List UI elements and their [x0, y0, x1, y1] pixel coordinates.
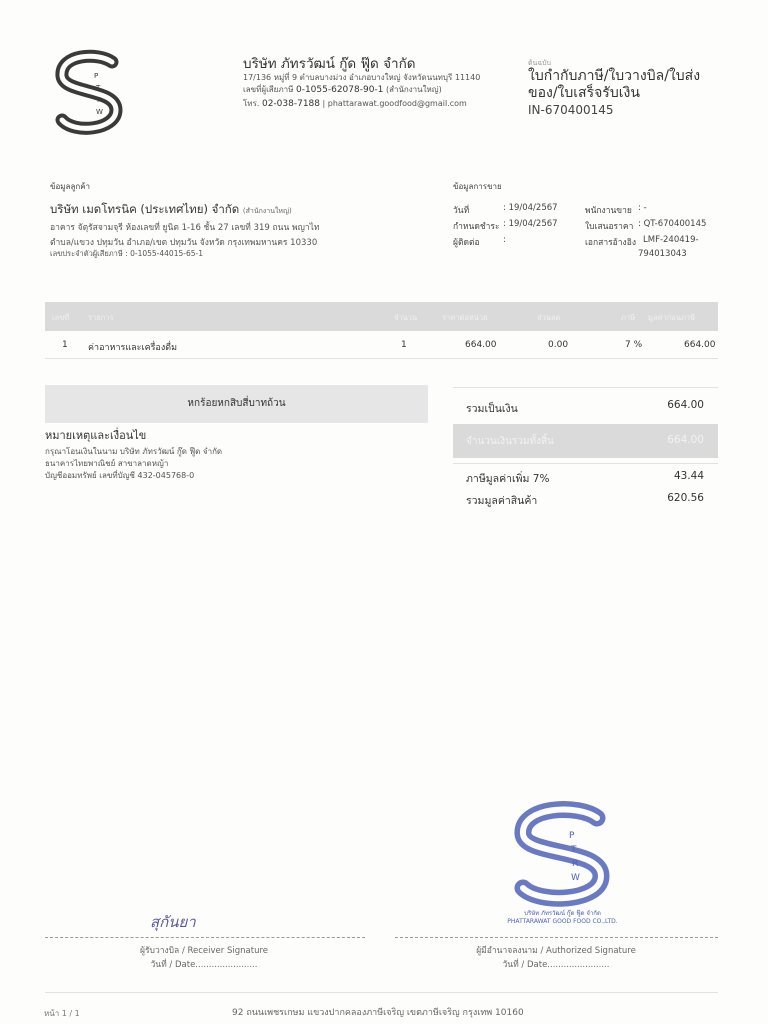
reference-label: เอกสารอ้างอิง: [585, 238, 636, 248]
svg-text:R: R: [572, 859, 579, 869]
sale-contact: :: [503, 235, 506, 245]
col-header-amount: มูลค่าก่อนภาษี: [648, 313, 696, 322]
customer-tax: เลขประจำตัวผู้เสียภาษี : 0-1055-44015-65-1: [50, 249, 203, 258]
sale-contact-label: ผู้ติดต่อ: [453, 238, 480, 248]
net-value: 620.56: [667, 492, 704, 504]
document-number: IN-670400145: [528, 103, 614, 117]
amount-words: หกร้อยหกสิบสี่บาทถ้วน: [187, 398, 286, 409]
document-label: ต้นฉบับ: [528, 59, 551, 67]
customer-section-label: ข้อมูลลูกค้า: [50, 182, 91, 191]
receiver-date-label: วันที่ / Date.......................: [150, 960, 258, 970]
company-tax-prefix: เลขที่ผู้เสียภาษี: [243, 85, 294, 94]
stamp-text: [495, 910, 630, 926]
quote-number: : QT-670400145: [638, 219, 707, 229]
notes-line-3: บัญชีออมทรัพย์ เลขที่บัญชี 432-045768-0: [45, 471, 195, 480]
salesman-label: พนักงานขาย: [585, 206, 632, 216]
col-header-item: รายการ: [88, 313, 114, 322]
quote-label: ใบเสนอราคา: [585, 222, 634, 232]
svg-text:W: W: [571, 873, 580, 883]
row-qty: 1: [401, 340, 407, 350]
company-contact-line: [243, 97, 467, 110]
company-tax-suffix: (สำนักงานใหญ่): [385, 85, 442, 94]
customer-branch: (สำนักงานใหญ่): [242, 207, 292, 215]
stamp-text-en: PHATTARAWAT GOOD FOOD CO.,LTD.: [507, 918, 618, 925]
col-header-discount: ส่วนลด: [537, 313, 561, 322]
notes-line-2: ธนาคารไทยพาณิชย์ สาขาลาดหญ้า: [45, 459, 169, 468]
notes-title: หมายเหตุและเงื่อนไข: [45, 429, 147, 442]
col-header-no: เลขที่: [52, 313, 70, 322]
vat-value: 43.44: [673, 470, 704, 482]
company-tel: 02-038-7188: [261, 99, 320, 109]
svg-text:P: P: [569, 831, 575, 841]
grand-total-value: 664.00: [667, 434, 704, 446]
reference-number-1: LMF-240419-: [643, 235, 699, 245]
reference-number-2: 794013043: [638, 249, 687, 259]
sale-due-label: กำหนดชำระ: [453, 222, 500, 232]
table-header: [45, 302, 718, 331]
col-header-qty: จำนวน: [394, 313, 418, 322]
sum-value: 664.00: [667, 399, 704, 411]
grand-total-label: จำนวนเงินรวมทั้งสิ้น: [466, 436, 554, 447]
customer-address-1: อาคาร จัตุรัสจามจุรี ห้องเลขที่ ยูนิต 1-16 ชั้น 27 เลขที่ 319 ถนน พญาไท: [50, 223, 320, 233]
row-amount: 664.00: [684, 340, 716, 350]
totals-mid-line: [453, 463, 718, 464]
svg-text:P: P: [94, 72, 99, 80]
notes-line-1: กรุณาโอนเงินในนาม บริษัท ภัทรวัฒน์ กู๊ด ฟู๊ด จำกัด: [45, 447, 223, 456]
footer-divider: [45, 992, 718, 993]
salesman: : -: [638, 203, 647, 213]
company-name: บริษัท ภัทรวัฒน์ กู๊ด ฟู๊ด จำกัด: [243, 56, 416, 72]
company-tax-id: 0-1055-62078-90-1: [295, 85, 384, 95]
authorized-date-label: วันที่ / Date.......................: [502, 960, 610, 970]
net-label: รวมมูลค่าสินค้า: [466, 495, 538, 507]
authorized-signature-line: [395, 937, 718, 938]
svg-text:T: T: [571, 845, 577, 855]
sum-label: รวมเป็นเงิน: [466, 403, 518, 415]
company-tel-prefix: โทร.: [243, 99, 260, 108]
row-vat: 7 %: [625, 340, 643, 350]
receiver-signature-label: ผู้รับวางบิล / Receiver Signature: [140, 946, 268, 956]
col-header-vat: ภาษี: [621, 313, 636, 322]
customer-address-2: ตำบล/แขวง ปทุมวัน อำเภอ/เขต ปทุมวัน จังหวัด กรุงเทพมหานคร 10330: [50, 238, 318, 248]
sale-date: : 19/04/2567: [503, 203, 558, 213]
company-tax-line: [243, 83, 442, 96]
document-title: ใบกำกับภาษี/ใบวางบิล/ใบส่งของ/ใบเสร็จรับเงิน: [528, 68, 701, 101]
row-discount: 0.00: [548, 340, 569, 350]
svg-text:T: T: [96, 84, 101, 92]
receiver-signature-line: [45, 937, 365, 938]
sale-date-label: วันที่: [453, 206, 470, 216]
customer-name: บริษัท เมดโทรนิค (ประเทศไทย) จำกัด: [50, 202, 240, 216]
receiver-handwritten-signature: สุกันยา: [150, 913, 196, 931]
row-no: 1: [62, 340, 68, 350]
authorized-signature-label: ผู้มีอำนาจลงนาม / Authorized Signature: [476, 946, 636, 956]
customer-name-line: [50, 201, 292, 219]
sale-due: : 19/04/2567: [503, 219, 558, 229]
page-number: หน้า 1 / 1: [44, 1009, 80, 1018]
footer-address: 92 ถนนเพชรเกษม แขวงปากคลองภาษีเจริญ เขตภาษีเจริญ กรุงเทพ 10160: [232, 1008, 524, 1018]
company-email: | phattarawat.goodfood@gmail.com: [322, 99, 467, 108]
row-item: ค่าอาหารและเครื่องดื่ม: [88, 343, 178, 353]
vat-label: ภาษีมูลค่าเพิ่ม 7%: [466, 473, 550, 485]
totals-top-line: [453, 387, 718, 388]
col-header-price: ราคาต่อหน่วย: [442, 313, 488, 322]
company-stamp: [505, 800, 620, 908]
company-address: 17/136 หมู่ที่ 9 ตำบลบางม่วง อำเภอบางใหญ่ จังหวัดนนทบุรี 11140: [243, 73, 481, 82]
row-divider: [45, 358, 718, 359]
row-price: 664.00: [465, 340, 497, 350]
svg-text:W: W: [96, 108, 103, 116]
company-logo: [50, 48, 130, 136]
stamp-text-th: บริษัท ภัทรวัฒน์ กู๊ด ฟู๊ด จำกัด: [524, 910, 601, 917]
svg-text:R: R: [97, 96, 102, 104]
sale-section-label: ข้อมูลการขาย: [453, 182, 502, 191]
